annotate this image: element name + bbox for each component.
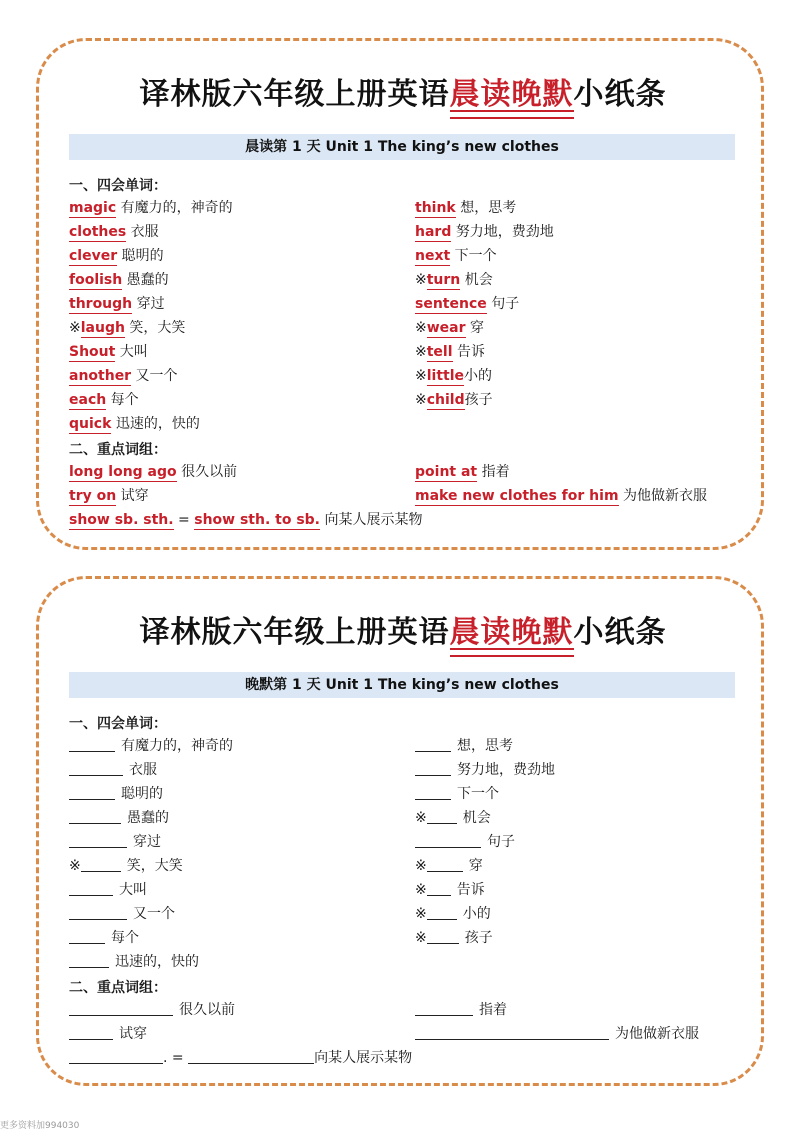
phrase-item xyxy=(69,461,237,483)
english-word: think xyxy=(415,200,456,216)
answer-blank[interactable] xyxy=(188,1048,314,1064)
chinese-meaning: 试穿 xyxy=(116,488,149,504)
chinese-meaning: 衣服 xyxy=(126,224,159,240)
chinese-meaning: 衣服 xyxy=(129,762,157,778)
answer-blank[interactable] xyxy=(81,856,121,872)
chinese-meaning: 为他做新衣服 xyxy=(618,488,707,504)
phrase-blank-item xyxy=(415,1023,699,1045)
blank-item xyxy=(69,759,157,781)
phrase-blank-item xyxy=(69,1047,412,1069)
vocab-item xyxy=(415,389,493,411)
answer-blank[interactable] xyxy=(427,904,457,920)
phrase-blank-item xyxy=(69,1023,147,1045)
chinese-meaning: 告诉 xyxy=(456,882,485,898)
vocab-item xyxy=(415,197,516,219)
answer-blank[interactable] xyxy=(415,784,451,800)
vocab-item xyxy=(415,365,492,387)
chinese-meaning: 为他做新衣服 xyxy=(615,1026,699,1042)
star-mark: ※ xyxy=(415,882,427,898)
chinese-meaning: 向某人展示某物 xyxy=(320,512,423,528)
title-suffix: 小纸条 xyxy=(573,77,667,112)
chinese-meaning: 迅速的，快的 xyxy=(111,416,200,432)
blank-item xyxy=(69,903,175,925)
blank-item xyxy=(415,927,493,949)
blank-item xyxy=(415,807,491,829)
star-mark: ※ xyxy=(415,320,427,336)
answer-blank[interactable] xyxy=(415,760,451,776)
answer-blank[interactable] xyxy=(69,808,121,824)
chinese-meaning: 努力地，费劲地 xyxy=(451,224,554,240)
chinese-meaning: 小的 xyxy=(462,906,491,922)
chinese-meaning: 大叫 xyxy=(115,344,148,360)
day-banner: 晨读第 1 天 Unit 1 The king’s new clothes xyxy=(69,134,735,160)
chinese-meaning: 下一个 xyxy=(450,248,497,264)
chinese-meaning: 指着 xyxy=(479,1002,507,1018)
chinese-meaning: 大叫 xyxy=(119,882,147,898)
english-word: Shout xyxy=(69,344,116,360)
chinese-meaning: 有魔力的，神奇的 xyxy=(121,738,233,754)
chinese-meaning: 聪明的 xyxy=(121,786,163,802)
chinese-meaning: 很久以前 xyxy=(176,464,238,480)
answer-blank[interactable] xyxy=(69,904,127,920)
title-highlight: 晨读晚默 xyxy=(450,607,574,651)
chinese-meaning: 句子 xyxy=(486,296,520,312)
english-word: clever xyxy=(69,248,118,264)
blank-item xyxy=(415,903,491,925)
chinese-meaning: 穿 xyxy=(468,858,483,874)
morning-card xyxy=(36,38,764,550)
vocab-item xyxy=(69,245,164,267)
star-mark: ※ xyxy=(415,810,427,826)
chinese-meaning: 有魔力的，神奇的 xyxy=(116,200,233,216)
blank-item xyxy=(69,855,183,877)
answer-blank[interactable] xyxy=(427,880,451,896)
blank-item xyxy=(415,879,485,901)
blank-item xyxy=(69,735,233,757)
chinese-meaning: 穿 xyxy=(465,320,484,336)
blank-item xyxy=(415,735,513,757)
answer-blank[interactable] xyxy=(69,1048,163,1064)
answer-blank[interactable] xyxy=(69,736,115,752)
chinese-meaning: 穿过 xyxy=(133,834,161,850)
star-mark: ※ xyxy=(415,930,427,946)
vocab-item xyxy=(69,365,178,387)
chinese-meaning: 想，思考 xyxy=(457,738,513,754)
blank-item xyxy=(69,879,147,901)
star-mark: ※ xyxy=(415,906,427,922)
chinese-meaning: 下一个 xyxy=(457,786,499,802)
chinese-meaning: 每个 xyxy=(106,392,139,408)
equals-sign: . = xyxy=(163,1050,189,1066)
vocab-item xyxy=(415,221,554,243)
star-mark: ※ xyxy=(415,344,427,360)
title-text: 译林版六年级上册英语 xyxy=(139,77,450,112)
vocab-item xyxy=(415,245,497,267)
answer-blank[interactable] xyxy=(415,832,481,848)
phrase-item xyxy=(415,461,510,483)
section-phrases-heading: 二、重点词组： xyxy=(69,980,167,996)
english-phrase: long long ago xyxy=(69,464,177,480)
english-phrase: point at xyxy=(415,464,478,480)
english-word: through xyxy=(69,296,133,312)
card-title xyxy=(39,607,767,651)
chinese-meaning: 又一个 xyxy=(133,906,175,922)
chinese-meaning: 机会 xyxy=(462,810,491,826)
answer-blank[interactable] xyxy=(69,928,105,944)
english-word: foolish xyxy=(69,272,123,288)
blank-item xyxy=(415,783,499,805)
chinese-meaning: 迅速的，快的 xyxy=(115,954,199,970)
title-text: 译林版六年级上册英语 xyxy=(139,615,450,650)
chinese-meaning: 愚蠢的 xyxy=(127,810,169,826)
star-mark: ※ xyxy=(69,320,81,336)
english-word: sentence xyxy=(415,296,487,312)
vocab-item xyxy=(415,341,485,363)
chinese-meaning: 向某人展示某物 xyxy=(314,1050,413,1066)
blank-item xyxy=(69,951,199,973)
answer-blank[interactable] xyxy=(415,1024,609,1040)
chinese-meaning: 每个 xyxy=(111,930,139,946)
chinese-meaning: 孩子 xyxy=(464,930,493,946)
phrase-blank-item xyxy=(415,999,507,1021)
english-word: another xyxy=(69,368,132,384)
vocab-item xyxy=(415,317,484,339)
answer-blank[interactable] xyxy=(427,808,457,824)
answer-blank[interactable] xyxy=(69,880,113,896)
chinese-meaning: 笑，大笑 xyxy=(124,320,186,336)
equals-sign: = xyxy=(173,512,195,528)
blank-item xyxy=(69,807,169,829)
english-word: turn xyxy=(426,272,461,288)
answer-blank[interactable] xyxy=(415,736,451,752)
star-mark: ※ xyxy=(415,272,427,288)
answer-blank[interactable] xyxy=(427,928,459,944)
vocab-item xyxy=(69,317,185,339)
star-mark: ※ xyxy=(415,368,427,384)
chinese-meaning: 努力地，费劲地 xyxy=(457,762,555,778)
vocab-item xyxy=(69,413,200,435)
answer-blank[interactable] xyxy=(69,760,123,776)
blank-item xyxy=(69,831,161,853)
chinese-meaning: 指着 xyxy=(477,464,510,480)
chinese-meaning: 孩子 xyxy=(464,392,493,408)
blank-item xyxy=(415,759,555,781)
section-phrases-heading: 二、重点词组： xyxy=(69,442,167,458)
card-title xyxy=(39,69,767,113)
chinese-meaning: 告诉 xyxy=(452,344,485,360)
vocab-item xyxy=(69,389,139,411)
answer-blank[interactable] xyxy=(69,1024,113,1040)
blank-item xyxy=(69,783,163,805)
english-word: hard xyxy=(415,224,452,240)
vocab-item xyxy=(69,293,165,315)
english-word: magic xyxy=(69,200,117,216)
english-phrase: make new clothes for him xyxy=(415,488,619,504)
chinese-meaning: 又一个 xyxy=(131,368,178,384)
english-phrase: show sth. to sb. xyxy=(194,512,321,528)
english-phrase: show sb. sth. xyxy=(69,512,174,528)
answer-blank[interactable] xyxy=(415,1000,473,1016)
star-mark: ※ xyxy=(69,858,81,874)
chinese-meaning: 试穿 xyxy=(119,1026,147,1042)
english-word: laugh xyxy=(80,320,125,336)
english-word: tell xyxy=(426,344,453,360)
blank-item xyxy=(69,927,139,949)
vocab-item xyxy=(415,269,493,291)
star-mark: ※ xyxy=(415,392,427,408)
phrase-item xyxy=(69,509,422,531)
chinese-meaning: 穿过 xyxy=(132,296,165,312)
phrase-blank-item xyxy=(69,999,235,1021)
phrase-item xyxy=(69,485,149,507)
chinese-meaning: 笑，大笑 xyxy=(126,858,183,874)
chinese-meaning: 机会 xyxy=(460,272,493,288)
english-phrase: try on xyxy=(69,488,117,504)
chinese-meaning: 小的 xyxy=(464,368,493,384)
english-word: wear xyxy=(426,320,466,336)
vocab-item xyxy=(69,341,148,363)
vocab-item xyxy=(69,197,233,219)
vocab-item xyxy=(69,221,159,243)
section-vocab-heading: 一、四会单词： xyxy=(69,178,167,194)
chinese-meaning: 很久以前 xyxy=(179,1002,235,1018)
vocab-item xyxy=(415,293,519,315)
phrase-item xyxy=(415,485,707,507)
answer-blank[interactable] xyxy=(69,952,109,968)
english-word: next xyxy=(415,248,451,264)
english-word: each xyxy=(69,392,107,408)
chinese-meaning: 想，思考 xyxy=(455,200,517,216)
star-mark: ※ xyxy=(415,858,427,874)
english-word: clothes xyxy=(69,224,127,240)
section-vocab-heading: 一、四会单词： xyxy=(69,716,167,732)
english-word: quick xyxy=(69,416,112,432)
answer-blank[interactable] xyxy=(69,784,115,800)
answer-blank[interactable] xyxy=(69,832,127,848)
blank-item xyxy=(415,855,483,877)
english-word: little xyxy=(426,368,465,384)
day-banner: 晚默第 1 天 Unit 1 The king’s new clothes xyxy=(69,672,735,698)
answer-blank[interactable] xyxy=(69,1000,173,1016)
vocab-item xyxy=(69,269,169,291)
evening-card xyxy=(36,576,764,1086)
watermark: 更多资料加994030 xyxy=(0,1121,80,1131)
blank-item xyxy=(415,831,515,853)
answer-blank[interactable] xyxy=(427,856,463,872)
chinese-meaning: 愚蠢的 xyxy=(122,272,169,288)
chinese-meaning: 聪明的 xyxy=(117,248,164,264)
title-suffix: 小纸条 xyxy=(573,615,667,650)
english-word: child xyxy=(426,392,465,408)
chinese-meaning: 句子 xyxy=(487,834,515,850)
title-highlight: 晨读晚默 xyxy=(450,69,574,113)
